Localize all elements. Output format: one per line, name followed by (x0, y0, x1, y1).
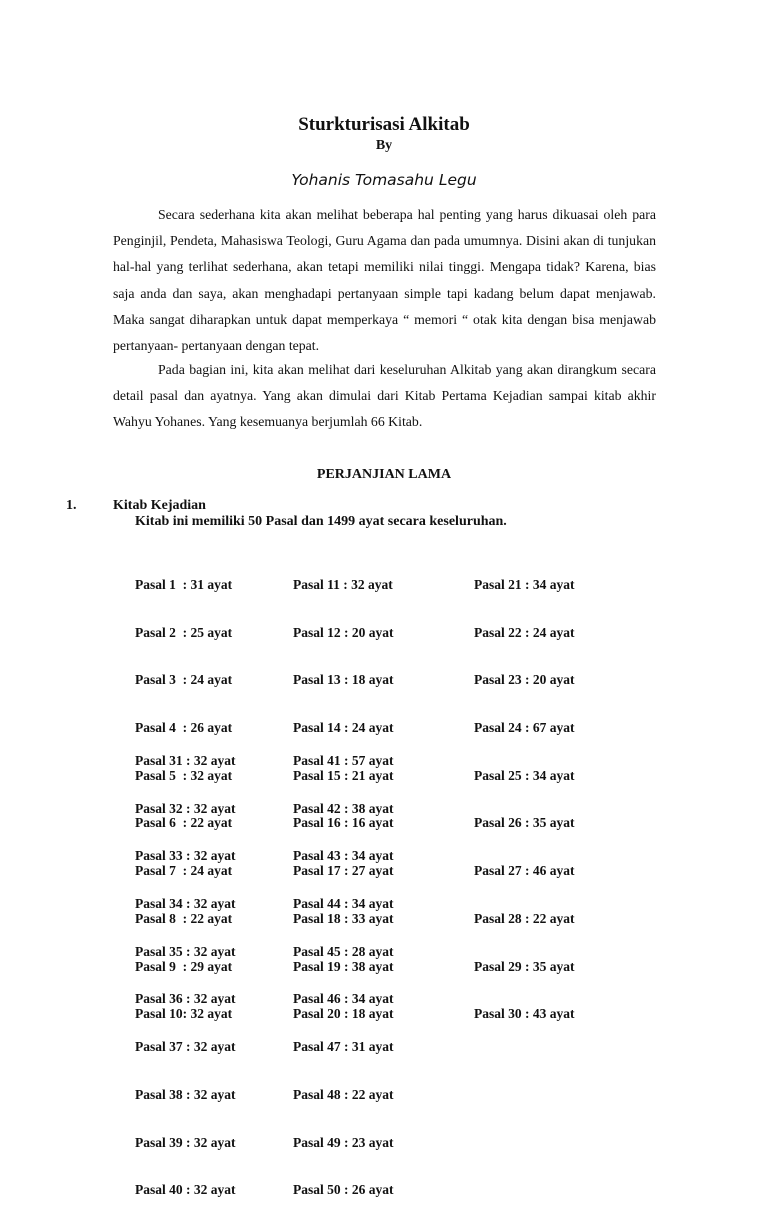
chapter-verse-entry: Pasal 20 : 18 ayat (293, 1006, 394, 1022)
chapter-verse-entry: Pasal 35 : 32 ayat (135, 943, 236, 959)
chapter-column-41-50 (293, 721, 394, 1214)
chapter-verse-entry: Pasal 50 : 26 ayat (293, 1182, 394, 1198)
chapter-verse-entry: Pasal 32 : 32 ayat (135, 800, 236, 816)
chapter-verse-entry: Pasal 46 : 34 ayat (293, 991, 394, 1007)
chapter-verse-entry: Pasal 17 : 27 ayat (293, 863, 394, 879)
chapter-verse-entry: Pasal 25 : 34 ayat (474, 767, 575, 783)
chapter-verse-entry: Pasal 48 : 22 ayat (293, 1086, 394, 1102)
chapter-verse-entry: Pasal 43 : 34 ayat (293, 848, 394, 864)
chapter-verse-entry: Pasal 36 : 32 ayat (135, 991, 236, 1007)
chapter-verse-entry: Pasal 4 : 26 ayat (135, 719, 233, 735)
chapter-verse-entry: Pasal 41 : 57 ayat (293, 752, 394, 768)
chapter-verse-entry: Pasal 26 : 35 ayat (474, 815, 575, 831)
book-summary: Kitab ini memiliki 50 Pasal dan 1499 ayat secara keseluruhan. (135, 514, 507, 529)
author-name: Yohanis Tomasahu Legu (291, 171, 477, 189)
chapter-verse-entry: Pasal 39 : 32 ayat (135, 1134, 236, 1150)
chapter-verse-entry: Pasal 15 : 21 ayat (293, 767, 394, 783)
chapter-verse-entry: Pasal 42 : 38 ayat (293, 800, 394, 816)
chapter-verse-entry: Pasal 29 : 35 ayat (474, 958, 575, 974)
chapter-verse-entry: Pasal 11 : 32 ayat (293, 576, 393, 592)
chapter-verse-entry: Pasal 24 : 67 ayat (474, 719, 575, 735)
chapter-verse-entry: Pasal 7 : 24 ayat (135, 863, 233, 879)
chapter-verse-entry: Pasal 16 : 16 ayat (293, 815, 394, 831)
chapter-verse-entry: Pasal 30 : 43 ayat (474, 1006, 575, 1022)
chapter-column-21-30 (474, 545, 575, 1038)
chapter-verse-entry: Pasal 14 : 24 ayat (293, 719, 394, 735)
chapter-verse-entry: Pasal 44 : 34 ayat (293, 895, 394, 911)
book-title: Kitab Kejadian (113, 498, 206, 513)
chapter-verse-entry: Pasal 33 : 32 ayat (135, 848, 236, 864)
document-title: Sturkturisasi Alkitab (298, 114, 470, 135)
chapter-verse-entry: Pasal 13 : 18 ayat (293, 672, 394, 688)
chapter-verse-entry: Pasal 23 : 20 ayat (474, 672, 575, 688)
chapter-verse-entry: Pasal 6 : 22 ayat (135, 815, 233, 831)
chapter-verse-entry: Pasal 34 : 32 ayat (135, 895, 236, 911)
chapter-verse-entry: Pasal 38 : 32 ayat (135, 1086, 236, 1102)
chapter-verse-entry: Pasal 1 : 31 ayat (135, 576, 233, 592)
chapter-verse-entry: Pasal 9 : 29 ayat (135, 958, 233, 974)
chapter-verse-entry: Pasal 37 : 32 ayat (135, 1039, 236, 1055)
chapter-verse-entry: Pasal 22 : 24 ayat (474, 624, 575, 640)
chapter-verse-entry: Pasal 3 : 24 ayat (135, 672, 233, 688)
chapter-verse-entry: Pasal 19 : 38 ayat (293, 958, 394, 974)
chapter-verse-entry: Pasal 27 : 46 ayat (474, 863, 575, 879)
chapter-verse-entry: Pasal 2 : 25 ayat (135, 624, 233, 640)
scope-paragraph: Pada bagian ini, kita akan melihat dari keseluruhan Alkitab yang akan dirangkum secara detail pasal dan ayatnya. Yang akan dimulai dari Kitab Pertama Kejadian sampai kitab akhir Wahyu Yohanes. Yang kesemuanya berjumlah 66 Kitab. (113, 362, 656, 430)
section-title-old-testament: PERJANJIAN LAMA (316, 467, 452, 482)
chapter-verse-entry: Pasal 28 : 22 ayat (474, 910, 575, 926)
chapter-verse-entry: Pasal 8 : 22 ayat (135, 910, 233, 926)
chapter-verse-entry: Pasal 47 : 31 ayat (293, 1039, 394, 1055)
chapter-verse-entry: Pasal 21 : 34 ayat (474, 576, 575, 592)
book-number: 1. (66, 498, 77, 513)
chapter-verse-entry: Pasal 40 : 32 ayat (135, 1182, 236, 1198)
byline-label: By (375, 138, 393, 153)
chapter-verse-entry: Pasal 5 : 32 ayat (135, 767, 233, 783)
chapter-verse-entry: Pasal 45 : 28 ayat (293, 943, 394, 959)
chapter-verse-entry: Pasal 12 : 20 ayat (293, 624, 394, 640)
intro-paragraph: Secara sederhana kita akan melihat beberapa hal penting yang harus dikuasai oleh para Penginjil, Pendeta, Mahasiswa Teologi, Guru Agama dan pada umumnya. Disini akan di tunjukan hal-hal yang terlihat sederhana, akan tetapi memiliki nilai tinggi. Mengapa tidak? Karena, bias saja anda dan saya, akan menghadapi pertanyaan simple tapi kadang belum dapat menjawab. Maka sangat diharapkan untuk dapat memperkaya “ memori “ otak kita dengan bisa menjawab pertanyaan- pertanyaan dengan tepat. (113, 207, 656, 354)
chapter-column-31-40 (135, 721, 236, 1214)
chapter-verse-entry: Pasal 18 : 33 ayat (293, 910, 394, 926)
chapter-verse-entry: Pasal 31 : 32 ayat (135, 752, 236, 768)
chapter-verse-entry: Pasal 49 : 23 ayat (293, 1134, 394, 1150)
chapter-verse-entry: Pasal 10: 32 ayat (135, 1006, 233, 1022)
